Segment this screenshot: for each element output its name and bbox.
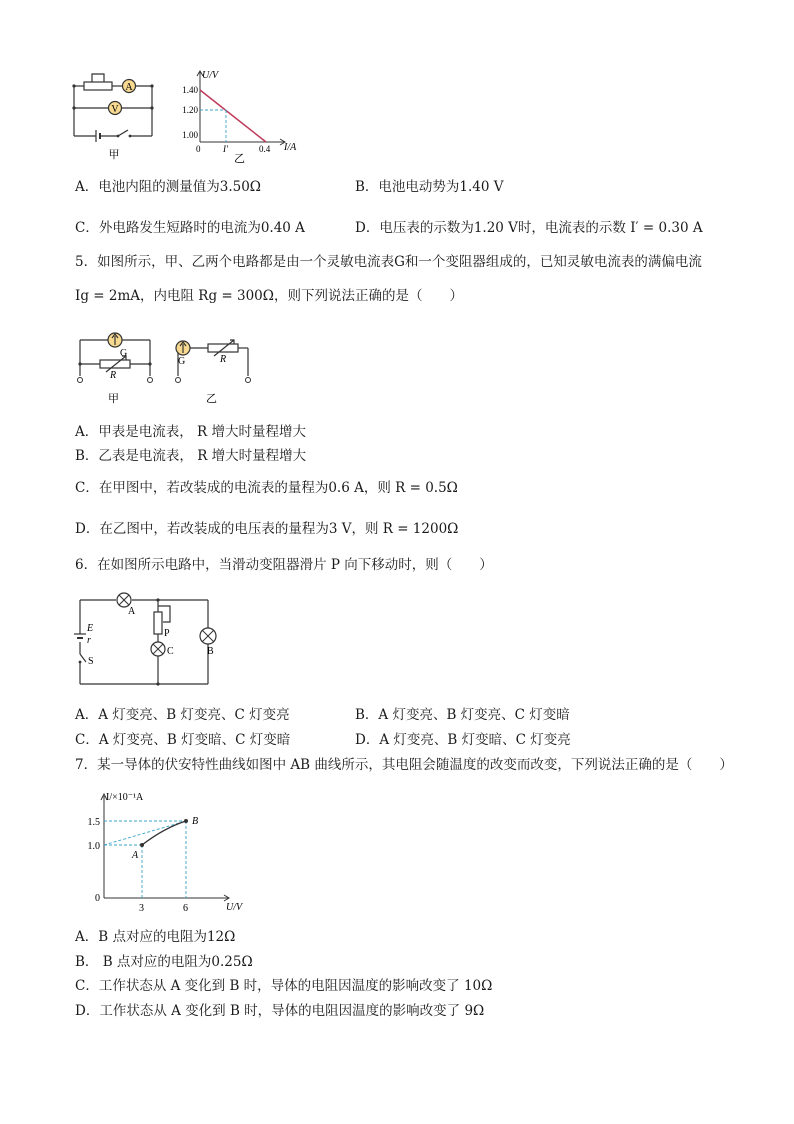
lamp-b-label: B [207, 646, 214, 657]
y-axis-label: I/×10⁻¹A [106, 792, 144, 803]
point-b-label: B [192, 816, 199, 827]
voltmeter-label: V [111, 104, 119, 115]
q5-option-d: D．在乙图中，若改装成的电压表的量程为3 V，则 R = 1200Ω [75, 521, 459, 537]
x-tick-label: 6 [183, 903, 188, 914]
ab-curve [142, 821, 186, 845]
lamp-a-label: A [128, 606, 136, 617]
q7-stem: 7．某一导体的伏安特性曲线如图中 AB 曲线所示，其电阻会随温度的改变而改变，下列说法正确的是（ ） [75, 757, 733, 773]
q6-option-a: A．A 灯变亮、B 灯变亮、C 灯变亮 [75, 707, 290, 723]
q7-option-d: D．工作状态从 A 变化到 B 时，导体的电阻因温度的影响改变了 9Ω [75, 1003, 485, 1019]
lamp-c-label: C [167, 646, 174, 657]
y-tick-label: 1.20 [182, 105, 198, 115]
x-tick-label: 3 [139, 903, 144, 914]
q7-iu-graph [80, 788, 250, 916]
switch-label: S [88, 656, 94, 667]
point-a-label: A [132, 850, 139, 861]
y-axis-label: U/V [202, 70, 219, 81]
figure-caption-jia: 甲 [108, 148, 120, 161]
y-tick-label: 1.00 [182, 130, 198, 140]
q7-option-c: C．工作状态从 A 变化到 B 时，导体的电阻因温度的影响改变了 10Ω [75, 978, 493, 994]
y-tick-label: 0 [95, 893, 100, 904]
q7-option-a: A．B 点对应的电阻为12Ω [75, 929, 236, 945]
y-tick-label: 1.40 [182, 85, 198, 95]
q5-option-b: B．乙表是电流表， R 增大时量程增大 [75, 448, 307, 464]
x-tick-label: I' [223, 144, 228, 154]
circuit-figure-jia [68, 64, 160, 164]
q6-option-d: D．A 灯变亮、B 灯变暗、C 灯变亮 [355, 732, 571, 748]
resistor-label: R [220, 354, 227, 365]
q6-circuit-figure [70, 590, 230, 694]
q4-option-b: B．电池电动势为1.40 V [355, 179, 504, 195]
q6-option-b: B．A 灯变亮、B 灯变亮、C 灯变暗 [355, 707, 570, 723]
q4-option-d: D．电压表的示数为1.20 V时，电流表的示数 I′ = 0.30 A [355, 220, 703, 236]
q5-option-c: C．在甲图中，若改装成的电流表的量程为0.6 A，则 R = 0.5Ω [75, 480, 458, 496]
q6-option-c: C．A 灯变亮、B 灯变暗、C 灯变暗 [75, 732, 291, 748]
y-tick-label: 1.0 [87, 841, 100, 852]
q5-option-a: A．甲表是电流表， R 增大时量程增大 [75, 424, 306, 440]
x-tick-label: 0 [196, 144, 201, 154]
internal-resistance-label: r [87, 635, 91, 646]
q4-option-c: C．外电路发生短路时的电流为0.40 A [75, 220, 305, 236]
x-axis-label: U/V [226, 902, 243, 913]
q5-stem-line1: 5．如图所示，甲、乙两个电路都是由一个灵敏电流表G和一个变阻器组成的，已知灵敏电流表的满偏电流 [75, 254, 702, 270]
resistor-label: R [110, 370, 117, 381]
figure-caption-yi: 乙 [234, 152, 245, 165]
x-tick-label: 0.4 [259, 144, 271, 154]
galvanometer-label: G [120, 348, 128, 359]
y-tick-label: 1.5 [87, 817, 100, 828]
galvanometer-label: G [178, 356, 186, 367]
q7-option-b: B． B 点对应的电阻为0.25Ω [75, 954, 253, 970]
ui-graph-figure [180, 66, 300, 166]
q5-stem-line2: Ig = 2mA，内电阻 Rg = 300Ω，则下列说法正确的是（ ） [75, 288, 463, 304]
q4-option-a: A．电池内阻的测量值为3.50Ω [75, 179, 262, 195]
figure-caption-jia: 甲 [108, 392, 119, 405]
emf-label: E [87, 623, 94, 634]
slider-p-label: P [164, 628, 170, 639]
ui-line [200, 90, 266, 142]
q6-stem: 6．在如图所示电路中，当滑动变阻器滑片 P 向下移动时，则（ ） [75, 557, 493, 573]
q5-circuit-figures [70, 328, 260, 410]
x-axis-label: I/A [284, 142, 297, 153]
figure-caption-yi: 乙 [206, 392, 217, 405]
ammeter-label: A [125, 82, 133, 93]
